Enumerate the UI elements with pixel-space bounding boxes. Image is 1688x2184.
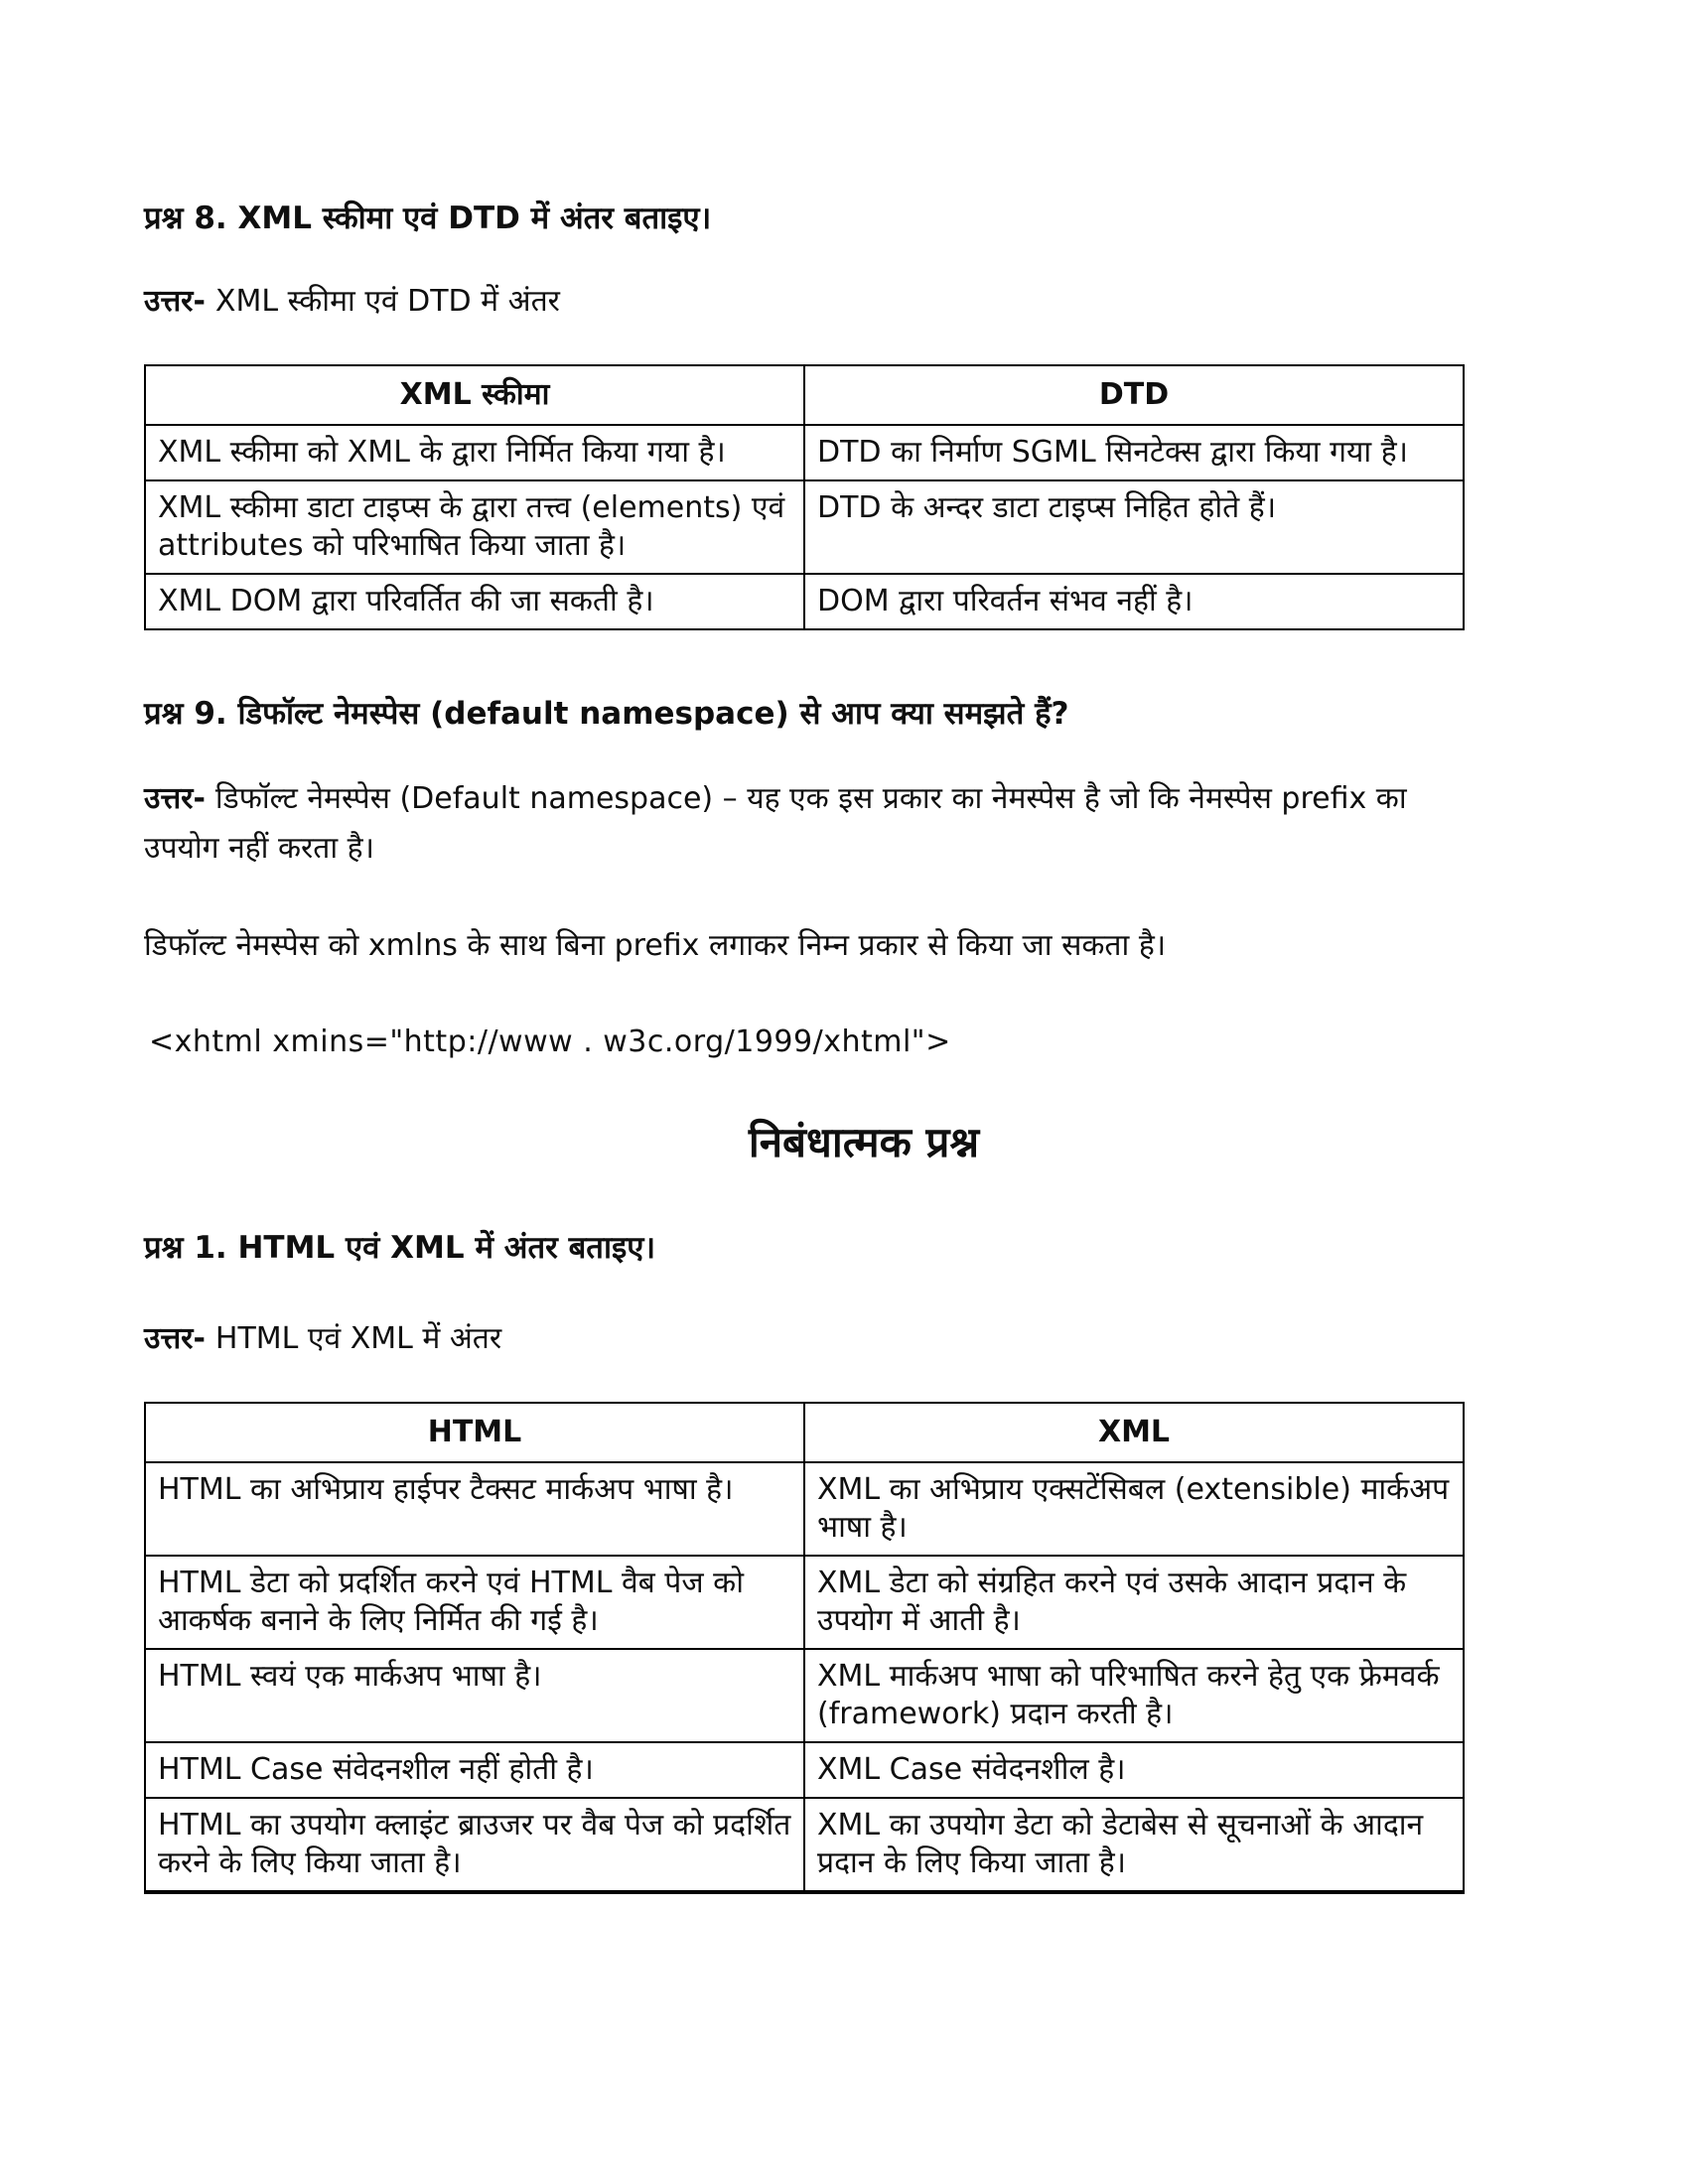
- table-cell: HTML स्वयं एक मार्कअप भाषा है।: [145, 1649, 804, 1742]
- question-8-heading: प्रश्न 8. XML स्कीमा एवं DTD में अंतर बताइए।: [144, 201, 712, 236]
- table-cell: HTML Case संवेदनशील नहीं होती है।: [145, 1742, 804, 1798]
- answer-label: उत्तर-: [144, 1321, 206, 1357]
- table-cell: XML स्कीमा को XML के द्वारा निर्मित किया गया है।: [145, 425, 804, 480]
- table-row: [145, 1462, 1464, 1556]
- table-cell: HTML का अभिप्राय हाईपर टैक्सट मार्कअप भाषा है।: [145, 1462, 804, 1556]
- column-header-xml: XML: [804, 1403, 1464, 1462]
- table-header-row: [145, 365, 1464, 425]
- namespace-note: डिफॉल्ट नेमस्पेस को xmlns के साथ बिना prefix लगाकर निम्न प्रकार से किया जा सकता है।: [144, 927, 1167, 963]
- table-cell: XML मार्कअप भाषा को परिभाषित करने हेतु एक फ्रेमवर्क (framework) प्रदान करती है।: [804, 1649, 1464, 1742]
- question-9-answer: [144, 774, 1470, 874]
- table-cell: DOM द्वारा परिवर्तन संभव नहीं है।: [804, 574, 1464, 629]
- column-header-dtd: DTD: [804, 365, 1464, 425]
- answer-intro-text: XML स्कीमा एवं DTD में अंतर: [214, 284, 560, 320]
- table-cell: XML Case संवेदनशील है।: [804, 1742, 1464, 1798]
- table-html-vs-xml: [144, 1402, 1465, 1894]
- table-header-row: [145, 1403, 1464, 1462]
- page-content: [144, 199, 1479, 1894]
- table-row: [145, 425, 1464, 480]
- question-9-heading: प्रश्न 9. डिफॉल्ट नेमस्पेस (default namespace) से आप क्या समझते हैं?: [144, 696, 1069, 733]
- table-cell: XML DOM द्वारा परिवर्तित की जा सकती है।: [145, 574, 804, 629]
- column-header-xml-schema: XML स्कीमा: [145, 365, 804, 425]
- section-heading-essay-questions: निबंधात्मक प्रश्न: [748, 1117, 980, 1166]
- answer-label: उत्तर-: [144, 284, 206, 320]
- answer-text: डिफॉल्ट नेमस्पेस (Default namespace) – यह एक इस प्रकार का नेमस्पेस है जो कि नेमस्पेस prefix का उपयोग नहीं करता है।: [144, 780, 1407, 866]
- table-row: [145, 574, 1464, 629]
- answer-label: उत्तर-: [144, 780, 206, 816]
- question-1-heading: प्रश्न 1. HTML एवं XML में अंतर बताइए।: [144, 1230, 656, 1267]
- table-row: [145, 1742, 1464, 1798]
- table-row: [145, 480, 1464, 574]
- table-row: [145, 1649, 1464, 1742]
- table-cell: XML का उपयोग डेटा को डेटाबेस से सूचनाओं के आदान प्रदान के लिए किया जाता है।: [804, 1798, 1464, 1892]
- table-row: [145, 1556, 1464, 1649]
- answer-intro-text: HTML एवं XML में अंतर: [214, 1321, 502, 1357]
- table-cell: DTD के अन्दर डाटा टाइप्स निहित होते हैं।: [804, 480, 1464, 574]
- table-cell: XML स्कीमा डाटा टाइप्स के द्वारा तत्त्व (elements) एवं attributes को परिभाषित किया जाता है।: [145, 480, 804, 574]
- table-xml-schema-vs-dtd: [144, 364, 1465, 630]
- xhtml-namespace-code: <xhtml xmins="http://www . w3c.org/1999/xhtml">: [149, 1024, 951, 1059]
- question-8-answer-intro: [144, 282, 1479, 321]
- column-header-html: HTML: [145, 1403, 804, 1462]
- table-cell: DTD का निर्माण SGML सिनटेक्स द्वारा किया गया है।: [804, 425, 1464, 480]
- table-cell: XML का अभिप्राय एक्सटेंसिबल (extensible) मार्कअप भाषा है।: [804, 1462, 1464, 1556]
- table-cell: HTML डेटा को प्रदर्शित करने एवं HTML वैब पेज को आकर्षक बनाने के लिए निर्मित की गई है।: [145, 1556, 804, 1649]
- table-cell: HTML का उपयोग क्लाइंट ब्राउजर पर वैब पेज को प्रदर्शित करने के लिए किया जाता है।: [145, 1798, 804, 1892]
- question-1-answer-intro: [144, 1319, 1479, 1358]
- table-cell: XML डेटा को संग्रहित करने एवं उसके आदान प्रदान के उपयोग में आती है।: [804, 1556, 1464, 1649]
- table-row: [145, 1798, 1464, 1892]
